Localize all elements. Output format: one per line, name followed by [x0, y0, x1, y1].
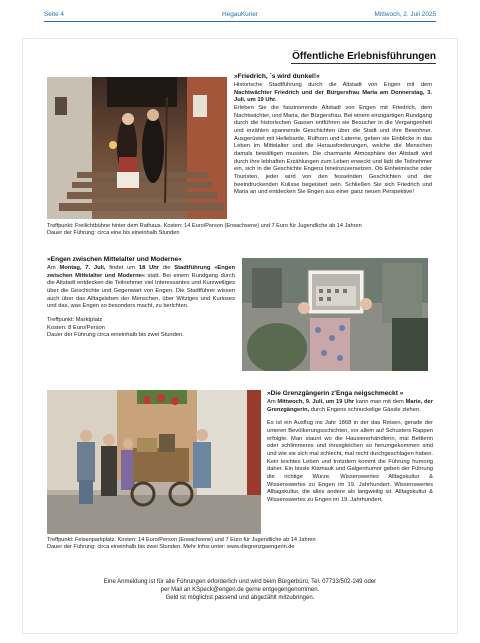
- registration-note: [60, 579, 420, 602]
- page-number: Seite 4: [44, 11, 64, 18]
- text-run: kann man mit dem: [354, 399, 406, 405]
- duration: Dauer der Führung circa eineinhalb bis zwei Stunden.: [47, 332, 184, 339]
- text-run: Am: [267, 399, 278, 405]
- text-bold: Marie, der Grenzgängerin,: [267, 399, 433, 413]
- meta-article1: [47, 223, 437, 238]
- text-run: statt. Bei einem Rundgang durch die Altstadt entdecken die Teilnehmer viel Interessantes und Kurzweiliges über die Geschichte und Gegenwart von Engen. Die Stadtführer wissen auch über das Alltagsleben der Menschen, über Witziges und Kurioses und das, was Engen so besonders macht, zu berichten.: [47, 272, 235, 310]
- publication-name: HegauKurier: [222, 11, 258, 18]
- footer-line: per Mail an KSpeck@engen.de gerne entgegengenommen.: [160, 586, 320, 593]
- photo-held-picture: [242, 258, 428, 371]
- title-rule: [291, 63, 436, 64]
- lead-bold: Nachtwächter Friedrich und der Bürgersfrau Maria am Donnerstag, 3. Juli, um 19 Uhr.: [234, 89, 432, 104]
- meeting-point: Treffpunkt: Felsenparkplatz. Kosten: 14 Euro/Person (Erwachsene) und 7 Euro für Jugendliche ab 14 Jahren: [47, 537, 316, 543]
- duration: Dauer der Führung: circa eine bis eineinhalb Stunden: [47, 230, 180, 237]
- article-night-watchman: [234, 73, 432, 197]
- text-bold: Mittwoch, 9. Juli, um 19 Uhr: [277, 399, 355, 405]
- footer-line: Geld ist möglichst passend und abgezählt mitzubringen.: [165, 594, 315, 601]
- text-run: die: [159, 265, 175, 271]
- text-bold: 18 Uhr: [138, 265, 159, 271]
- issue-date: Mittwoch, 2. Juli 2025: [374, 11, 436, 18]
- article-title: »Friedrich, ´s wird dunkel!«: [234, 73, 320, 80]
- text-bold: Stadtführung »Engen zwischen Mittelalter und Moderne«: [47, 265, 235, 279]
- article-lead: [267, 399, 433, 414]
- photo-handcart-walkers: [47, 390, 261, 534]
- section-title: Öffentliche Erlebnisführungen: [292, 51, 436, 62]
- footer-line: Eine Anmeldung ist für alle Führungen erforderlich und wird beim Bürgerbüro, Tel. 07733/502-249 oder: [103, 579, 377, 585]
- article-body: [47, 265, 235, 311]
- article-title: »Engen zwischen Mittelalter und Moderne«: [47, 256, 182, 263]
- text-run: findet um: [105, 265, 139, 271]
- article-body: Erleben Sie die faszinierende Altstadt von Engen mit Friedrich, dem Nachtwächter, und Maria, der Bürgersfrau. Bei einem einzigartigen Rundgang durch die historischen Gassen entführen sie Besucher in die Vergangenheit und erzählen spannende Geschichten über die Stadt und ihre Bewohner. Ausgerüstet mit Hellebarde, Rufhorn und Laterne, geben sie Einblicke in das Leben im Mittelalter und die Herausforderungen, welche die Menschen damals bewältigen mussten. Die charmante Atmosphäre der Altstadt wird durch ihre lebhaften Erzählungen zum Leben erweckt und lädt die Teilnehmer ein, sich in die Geschichte Engens hineinzuversetzen. Ob Einheimische oder Touristen, jeder wird von den fesselnden Geschichten und der beeindruckenden Kulisse begeistert sein. Schließen Sie sich Friedrich und Maria an und entdecken Sie Engen aus einer ganz neuen Perspektive!: [234, 104, 432, 196]
- article-medieval-modern: [47, 256, 235, 340]
- article-title: »Die Grenzgängerin z'Enga neigschmeckt «: [267, 390, 404, 397]
- article-border-crosser: [267, 390, 433, 505]
- lead-text: Historische Stadtführung durch die Altstadt von Engen mit dem: [234, 82, 432, 88]
- text-run: Am: [47, 265, 60, 271]
- meta-article3: [47, 537, 437, 552]
- photo-night-watchman: [47, 77, 227, 219]
- text-bold: Montag, 7. Juli,: [59, 265, 106, 271]
- text-run: durch Engens schnuckelige Gässle ziehen.: [309, 406, 421, 413]
- meeting-point: Treffpunkt: Marktplatz: [47, 316, 103, 323]
- article-lead: [234, 82, 432, 105]
- page-header: [44, 10, 436, 22]
- meeting-point: Treffpunkt: Freilichtbühne hinter dem Rathaus. Kosten: 14 Euro/Person (Erwachsene) und 7 Euro für Jugendliche ab 14 Jahren: [47, 223, 362, 229]
- article-body: Es ist ein Ausflug ins Jahr 1868 in der das Reisen, gerade der unteren Bevölkerungsschichten, vor allem auf Schusters Rappen erfolgte. Man staunt wo die Hausiererhändlerin, mal Bettlerin oder schlimmeres und ihresgleichen so herumgekommen sind und wie sie sich mal schlecht, mal recht durchgeschlagen haben. Kein leichtes Leben und trotzdem kommt die Führung humorig daher. Ein bissle Klamauk und Galgenhumor geben der Führung die richtige Würze. Wissenswertes Alltagskultur & Wissenswertes zu Engen im 19. Jahrhundert. Wissenswertes Alltagskultur, die alles andere als langweilig ist. Alltagskultur & Wissenswertes zu Engen im 19. Jahrhundert.: [267, 420, 433, 503]
- cost: Kosten: 8 Euro/Person: [47, 324, 105, 331]
- duration: Dauer der Führung: circa eineinhalb bis zwei Stunden. Mehr Infos unter: www.diegrenzgaengerin.de: [47, 544, 295, 551]
